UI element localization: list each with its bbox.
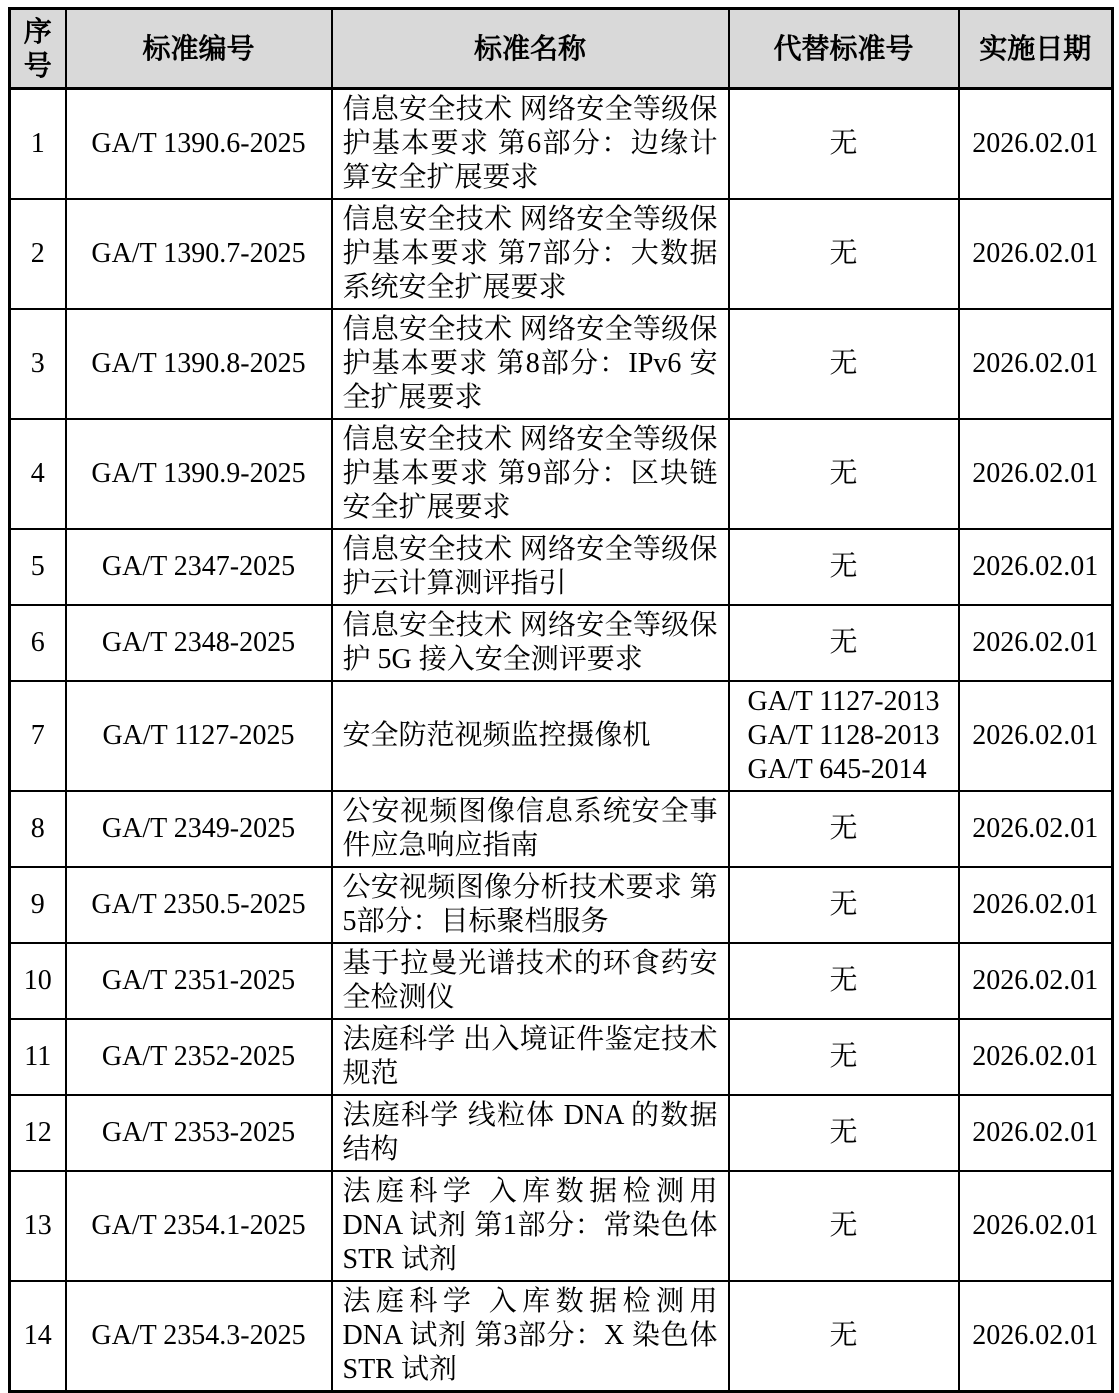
table-row <box>10 89 1113 200</box>
implementation-date-cell: 2026.02.01 <box>959 529 1113 605</box>
standard-name-cell: 信息安全技术 网络安全等级保护基本要求 第9部分：区块链安全扩展要求 <box>332 419 729 529</box>
table-row <box>10 529 1113 605</box>
standard-name-cell: 信息安全技术 网络安全等级保护基本要求 第7部分：大数据系统安全扩展要求 <box>332 199 729 309</box>
implementation-date-cell: 2026.02.01 <box>959 419 1113 529</box>
replaced-standards-list <box>747 685 939 787</box>
header-row <box>10 9 1113 89</box>
row-number-cell: 13 <box>10 1171 66 1281</box>
row-number-cell: 6 <box>10 605 66 681</box>
replaced-standard-line: GA/T 1127-2013 <box>747 686 940 717</box>
implementation-date-cell: 2026.02.01 <box>959 681 1113 791</box>
standard-code-cell: GA/T 1390.9-2025 <box>66 419 332 529</box>
standard-code-cell: GA/T 2351-2025 <box>66 943 332 1019</box>
standard-code-cell: GA/T 2354.3-2025 <box>66 1281 332 1392</box>
standard-code-cell: GA/T 1390.6-2025 <box>66 89 332 200</box>
standard-name-cell: 信息安全技术 网络安全等级保护 5G 接入安全测评要求 <box>332 605 729 681</box>
replaced-standard-line: GA/T 645-2014 <box>747 754 927 785</box>
standard-code-cell: GA/T 1127-2025 <box>66 681 332 791</box>
standard-code-cell: GA/T 2347-2025 <box>66 529 332 605</box>
column-header-date: 实施日期 <box>959 9 1113 89</box>
row-number-cell: 8 <box>10 791 66 867</box>
implementation-date-cell: 2026.02.01 <box>959 605 1113 681</box>
replaced-standard-cell: 无 <box>729 791 959 867</box>
standard-name-cell: 法庭科学 线粒体 DNA 的数据结构 <box>332 1095 729 1171</box>
table-row <box>10 1281 1113 1392</box>
implementation-date-cell: 2026.02.01 <box>959 199 1113 309</box>
table-row <box>10 791 1113 867</box>
standard-name-cell: 信息安全技术 网络安全等级保护基本要求 第6部分：边缘计算安全扩展要求 <box>332 89 729 200</box>
row-number-cell: 3 <box>10 309 66 419</box>
row-number-cell: 11 <box>10 1019 66 1095</box>
replaced-standard-cell: 无 <box>729 1095 959 1171</box>
implementation-date-cell: 2026.02.01 <box>959 1171 1113 1281</box>
implementation-date-cell: 2026.02.01 <box>959 1019 1113 1095</box>
row-number-cell: 12 <box>10 1095 66 1171</box>
table-row <box>10 681 1113 791</box>
row-number-cell: 7 <box>10 681 66 791</box>
table-row <box>10 867 1113 943</box>
row-number-cell: 9 <box>10 867 66 943</box>
table-row <box>10 1171 1113 1281</box>
standard-code-cell: GA/T 2349-2025 <box>66 791 332 867</box>
implementation-date-cell: 2026.02.01 <box>959 1281 1113 1392</box>
column-header-name: 标准名称 <box>332 9 729 89</box>
standard-code-cell: GA/T 2348-2025 <box>66 605 332 681</box>
implementation-date-cell: 2026.02.01 <box>959 943 1113 1019</box>
replaced-standard-cell: 无 <box>729 1019 959 1095</box>
standard-code-cell: GA/T 2350.5-2025 <box>66 867 332 943</box>
standard-name-cell: 信息安全技术 网络安全等级保护基本要求 第8部分：IPv6 安全扩展要求 <box>332 309 729 419</box>
replaced-standard-cell: 无 <box>729 1281 959 1392</box>
table-row <box>10 309 1113 419</box>
replaced-standard-cell: 无 <box>729 309 959 419</box>
row-number-cell: 5 <box>10 529 66 605</box>
standard-name-cell: 公安视频图像信息系统安全事件应急响应指南 <box>332 791 729 867</box>
table-row <box>10 199 1113 309</box>
replaced-standard-cell: 无 <box>729 89 959 200</box>
replaced-standard-cell: 无 <box>729 1171 959 1281</box>
column-header-replaced: 代替标准号 <box>729 9 959 89</box>
table-row <box>10 1019 1113 1095</box>
standard-name-cell: 法庭科学 入库数据检测用 DNA 试剂 第3部分：X 染色体 STR 试剂 <box>332 1281 729 1392</box>
standard-code-cell: GA/T 1390.8-2025 <box>66 309 332 419</box>
replaced-standard-cell: 无 <box>729 605 959 681</box>
standard-name-cell: 信息安全技术 网络安全等级保护云计算测评指引 <box>332 529 729 605</box>
standard-code-cell: GA/T 2353-2025 <box>66 1095 332 1171</box>
standard-name-cell: 安全防范视频监控摄像机 <box>332 681 729 791</box>
row-number-cell: 14 <box>10 1281 66 1392</box>
replaced-standard-cell: 无 <box>729 199 959 309</box>
replaced-standard-cell: 无 <box>729 419 959 529</box>
standards-table <box>8 7 1114 1393</box>
implementation-date-cell: 2026.02.01 <box>959 309 1113 419</box>
standard-name-cell: 法庭科学 出入境证件鉴定技术规范 <box>332 1019 729 1095</box>
row-number-cell: 2 <box>10 199 66 309</box>
replaced-standard-cell: 无 <box>729 867 959 943</box>
column-header-code: 标准编号 <box>66 9 332 89</box>
column-header-no: 序号 <box>10 9 66 89</box>
standard-name-cell: 基于拉曼光谱技术的环食药安全检测仪 <box>332 943 729 1019</box>
table-row <box>10 605 1113 681</box>
row-number-cell: 4 <box>10 419 66 529</box>
row-number-cell: 1 <box>10 89 66 200</box>
implementation-date-cell: 2026.02.01 <box>959 1095 1113 1171</box>
standard-name-cell: 公安视频图像分析技术要求 第5部分：目标聚档服务 <box>332 867 729 943</box>
table-row <box>10 1095 1113 1171</box>
standard-code-cell: GA/T 1390.7-2025 <box>66 199 332 309</box>
standard-name-cell: 法庭科学 入库数据检测用 DNA 试剂 第1部分：常染色体 STR 试剂 <box>332 1171 729 1281</box>
replaced-standard-cell: 无 <box>729 529 959 605</box>
standard-code-cell: GA/T 2352-2025 <box>66 1019 332 1095</box>
replaced-standard-cell <box>729 681 959 791</box>
replaced-standard-line: GA/T 1128-2013 <box>747 720 940 751</box>
implementation-date-cell: 2026.02.01 <box>959 89 1113 200</box>
replaced-standard-cell: 无 <box>729 943 959 1019</box>
table-row <box>10 943 1113 1019</box>
table-row <box>10 419 1113 529</box>
row-number-cell: 10 <box>10 943 66 1019</box>
implementation-date-cell: 2026.02.01 <box>959 791 1113 867</box>
implementation-date-cell: 2026.02.01 <box>959 867 1113 943</box>
standard-code-cell: GA/T 2354.1-2025 <box>66 1171 332 1281</box>
